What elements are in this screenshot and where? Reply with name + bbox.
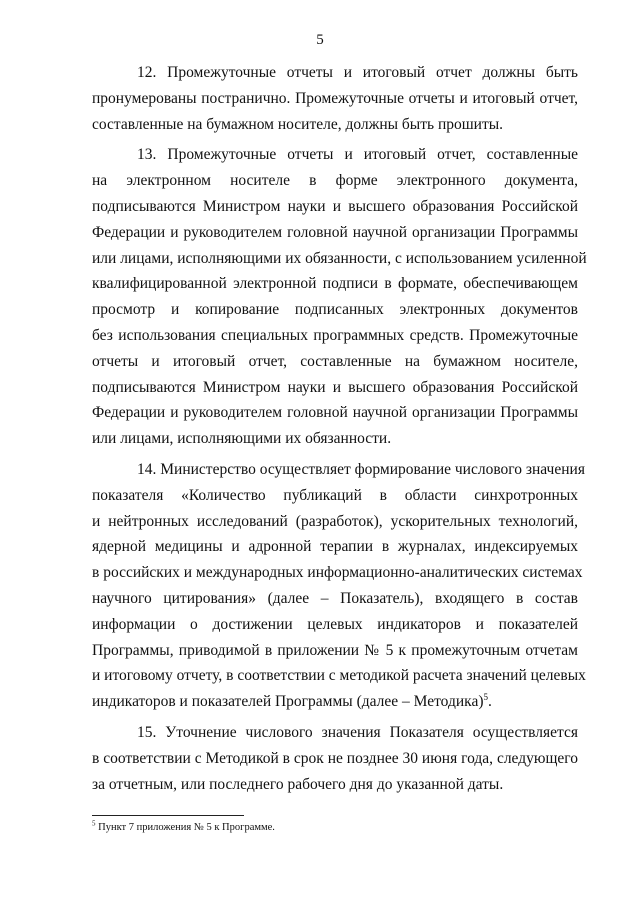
text-line: и нейтронных исследований (разработок), ускорительных технологий, [92,512,578,530]
paragraph-14 [92,457,586,715]
text-line: Федерации и руководителем головной научной организации Программы [92,404,578,422]
page-number: 5 [316,32,324,48]
text-line: или лицами, исполняющими их обязанности. [92,430,392,448]
text-line: 15. Уточнение числового значения Показателя осуществляется [137,723,578,741]
paragraph-15 [92,720,578,797]
footnote [92,819,275,833]
footnote-marker: 5 [92,819,96,828]
text-line: Федерации и руководителем головной научной организации Программы [92,223,578,241]
footnote-text: Пункт 7 приложения № 5 к Программе. [95,822,275,833]
text-line: 14. Министерство осуществляет формирование числового значения [137,460,585,478]
body-text [92,60,587,802]
text-line: ядерной медицины и адронной терапии в журналах, индексируемых [92,538,578,556]
footnote-reference[interactable]: 5 [483,691,488,702]
text-line: 12. Промежуточные отчеты и итоговый отчет должны быть [137,64,578,81]
footnote-divider [92,815,244,816]
text-line: отчеты и итоговый отчет, составленные на бумажном носителе, [92,352,578,370]
paragraph-13 [92,142,587,452]
text-line: в соответствии с Методикой в срок не позднее 30 июня года, следующего [92,749,578,767]
text-line: квалифицированной электронной подписи в формате, обеспечивающем [92,275,578,293]
text-line: пронумерованы постранично. Промежуточные отчеты и итоговый отчет, [92,89,578,107]
text-line: за отчетным, или последнего рабочего дня до указанной даты. [92,775,504,793]
text-line: Программы, приводимой в приложении № 5 к промежуточным отчетам [92,641,578,659]
text-line: информации о достижении целевых индикаторов и показателей [92,615,578,633]
text-line: просмотр и копирование подписанных электронных документов [92,301,578,319]
text-line: научного цитирования» (далее – Показатель), входящего в состав [92,589,578,607]
text-line: подписываются Министром науки и высшего образования Российской [92,197,578,215]
text-line: в российских и международных информационно-аналитических системах [92,564,583,582]
text-line: 13. Промежуточные отчеты и итоговый отчет, составленные [137,146,578,164]
text-line: или лицами, исполняющими их обязанности, с использованием усиленной [92,249,587,267]
text-line: без использования специальных программных средств. Промежуточные [92,326,578,344]
text-line: составленные на бумажном носителе, должны быть прошиты. [92,115,504,133]
text-line: на электронном носителе в форме электронного документа, [92,172,578,190]
text-line: индикаторов и показателей Программы (далее – Методика) [92,693,484,711]
text-line-with-footnote: индикаторов и показателей Программы (далее – Методика)$^5$. [92,691,492,711]
text-line: показателя «Количество публикаций в области синхротронных [92,486,578,504]
paragraph-12 [92,60,578,137]
text-line: подписываются Министром науки и высшего образования Российской [92,378,578,396]
text-line: и итоговому отчету, в соответствии с методикой расчета значений целевых [92,667,586,685]
